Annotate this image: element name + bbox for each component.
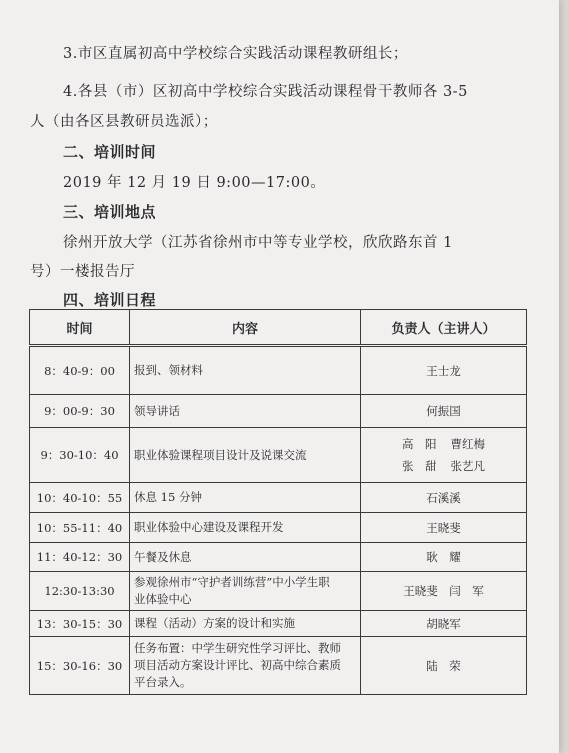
row-content-multiline [130,572,361,611]
table-row [30,543,527,572]
table-row [30,483,527,513]
table-row [30,611,527,637]
table-row [30,346,527,395]
table-row [30,513,527,543]
row-content: 领导讲话 [130,395,361,428]
row-content: 休息 15 分钟 [130,483,361,513]
training-date: 2019 年 12 月 19 日 9:00—17:00。 [63,175,326,191]
row-content: 职业体验中心建设及课程开发 [130,513,361,543]
location-line-cont: 号）一楼报告厅 [30,264,135,280]
row-time: 9：00-9：30 [30,395,130,428]
item-4-line: 4.各县（市）区初高中学校综合实践活动课程骨干教师各 3-5 [63,84,468,100]
row-person: 何振国 [361,395,527,428]
row-content: 午餐及休息 [130,543,361,572]
row-person: 王士龙 [361,346,527,395]
person-pair [365,436,522,452]
location-line: 徐州开放大学（江苏省徐州市中等专业学校，欣欣路东首 1 [63,235,453,251]
row-person: 陆 荣 [361,637,527,695]
row-person: 胡晓军 [361,611,527,637]
row-content-multiline [130,637,361,695]
schedule-table [29,309,527,695]
row-content: 报到、领材料 [130,346,361,395]
row-person: 石溪溪 [361,483,527,513]
row-time: 9：30-10：40 [30,428,130,483]
header-content: 内容 [130,310,361,346]
row-person: 王晓斐 [361,513,527,543]
row-content: 职业体验课程项目设计及说课交流 [130,428,361,483]
section-heading-location: 三、培训地点 [63,203,157,221]
table-row [30,637,527,695]
table-header-row [30,310,527,346]
person-name: 张艺凡 [450,459,485,473]
row-time: 10：40-10：55 [30,483,130,513]
row-time: 8：40-9：00 [30,346,130,395]
row-time: 10：55-11：40 [30,513,130,543]
row-time: 13：30-15：30 [30,611,130,637]
item-4-line-cont: 人（由各区县教研员选派）； [30,114,218,130]
header-time: 时间 [30,310,130,346]
person-pair [365,458,522,474]
table-row [30,428,527,483]
row-time: 11：40-12：30 [30,543,130,572]
table-row [30,395,527,428]
table-row [30,572,527,611]
header-person: 负责人（主讲人） [361,310,527,346]
row-person-group [361,428,527,483]
row-content: 课程（活动）方案的设计和实施 [130,611,361,637]
content-line: 参观徐州市“守护者训练营”中小学生职 [134,575,330,589]
row-time: 15：30-16：30 [30,637,130,695]
row-time: 12:30-13:30 [30,572,130,611]
row-person: 耿 耀 [361,543,527,572]
section-heading-time: 二、培训时间 [63,143,157,161]
content-line: 业体验中心 [134,592,192,606]
content-line: 平台录入。 [134,675,192,689]
section-heading-schedule: 四、培训日程 [63,291,157,309]
content-line: 任务布置：中学生研究性学习评比、教师 [134,641,341,655]
item-3-line: 3.市区直属初高中学校综合实践活动课程教研组长； [63,46,408,62]
person-name: 张 甜 [402,459,437,473]
person-name: 曹红梅 [450,437,485,451]
row-person: 王晓斐 闫 军 [361,572,527,611]
content-line: 项目活动方案设计评比、初高中综合素质 [134,658,341,672]
person-name: 高 阳 [402,437,437,451]
